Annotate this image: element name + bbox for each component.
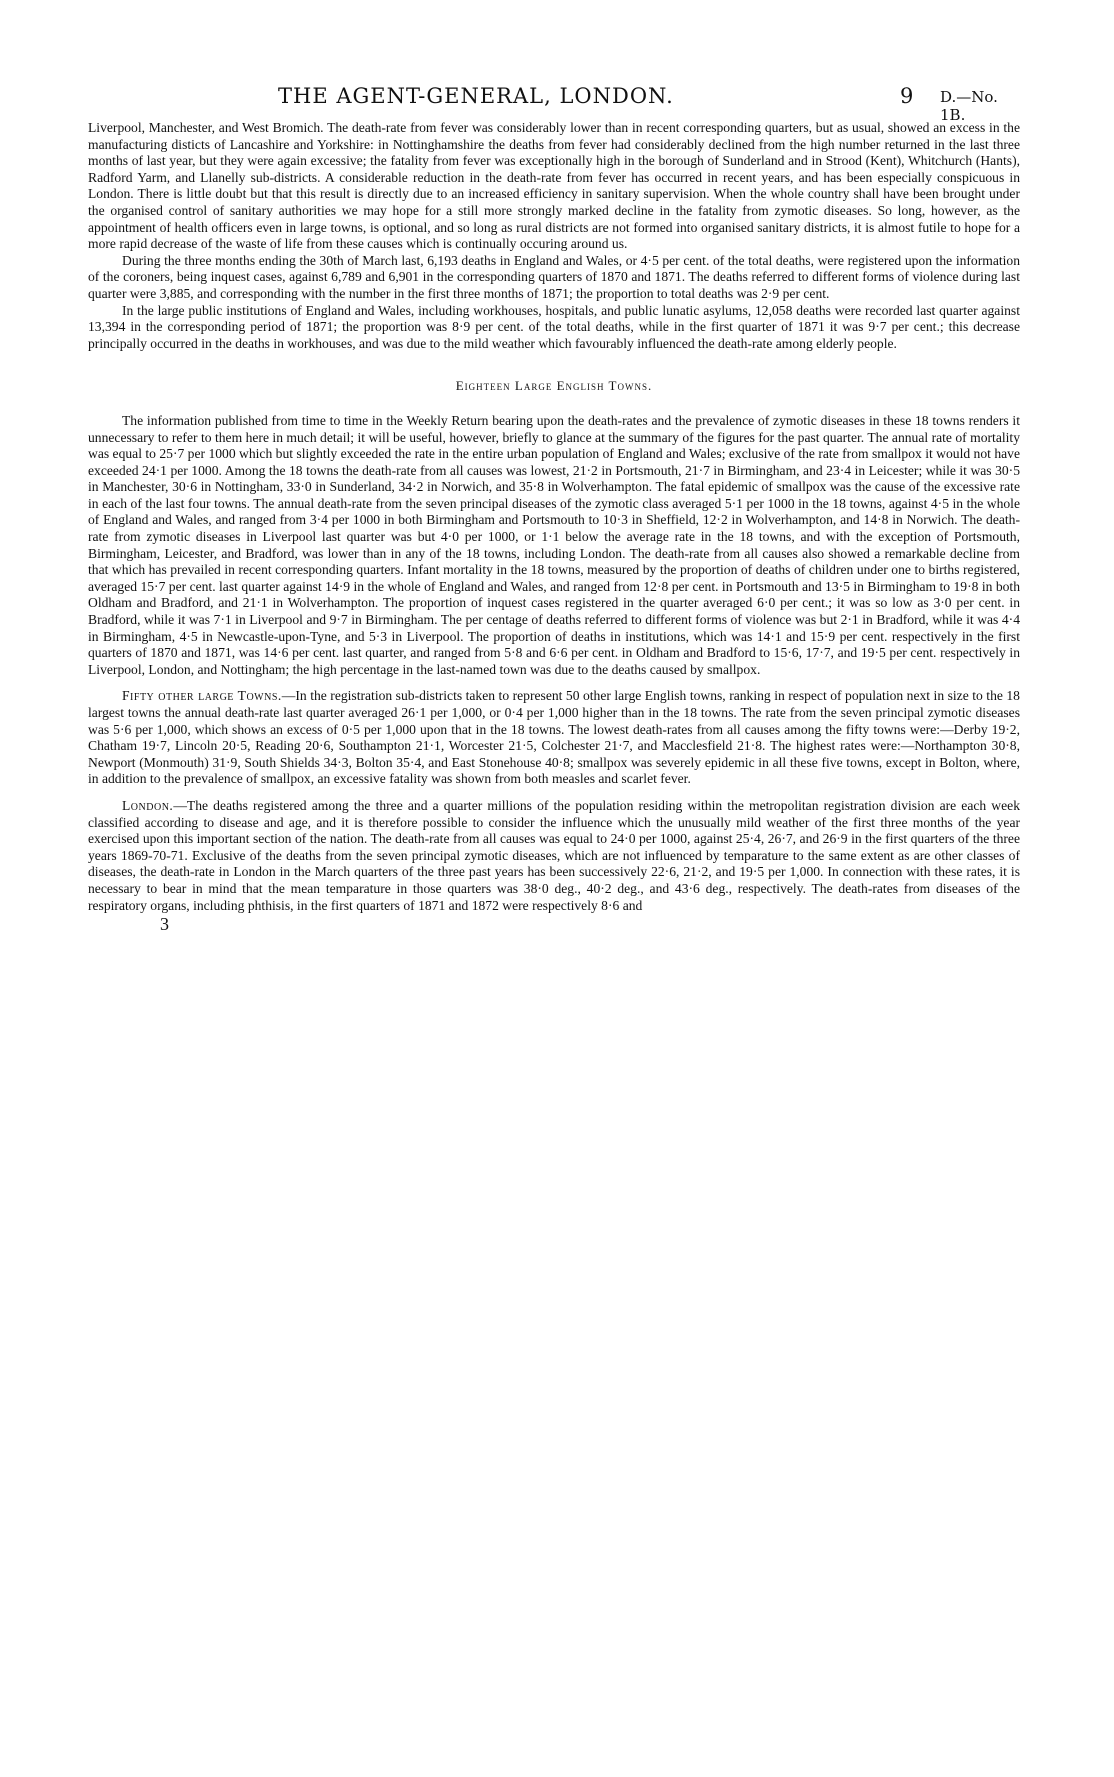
page-number: 9 <box>900 84 914 108</box>
paragraph-inquests: During the three months ending the 30th of March last, 6,193 deaths in England and Wales, or 4·5 per cent. of the total deaths, were registered upon the information of the coroners, being inquest cases, against 6,789 and 6,901 in the corresponding quarters of 1870 and 1871. The deaths referred to different forms of violence during last quarter were 3,885, and corresponding with the number in the first three months of 1871; the proportion to total deaths was 2·9 per cent. <box>88 252 1020 301</box>
paragraph-london <box>88 798 1020 914</box>
page-title: THE AGENT-GENERAL, LONDON. <box>278 84 674 108</box>
body-text <box>88 120 1020 933</box>
london-text: —The deaths registered among the three and a quarter millions of the population residing within the metropolitan registration division are each week classified according to disease and age, and it is therefore possible to consider the influence which the unusually mild weather of the first three months of the year exercised upon this important section of the nation. The death-rate from all causes was equal to 24·0 per 1000, against 25·4, 26·7, and 26·9 in the first quarters of the three years 1869-70-71. Exclusive of the deaths from the seven principal zymotic diseases, which are not influenced by temparature to the same extent as are other classes of diseases, the death-rate in London in the March quarters of the three past years has been successively 22·6, 21·2, and 19·5 per 1,000. In connection with these rates, it is necessary to bear in mind that the mean temparature in those quarters was 38·0 deg., 40·2 deg., and 43·6 deg., respectively. The death-rates from diseases of the respiratory organs, including phthisis, in the first quarters of 1871 and 1872 were respectively 8·6 and <box>88 797 1020 913</box>
paragraph-fifty-towns <box>88 688 1020 788</box>
fifty-towns-text: —In the registration sub-districts taken to represent 50 other large English towns, ranking in respect of population next in size to the 18 largest towns the annual death-rate last quarter averaged 26·1 per 1,000, or 0·4 per 1,000 higher than in the 18 towns. The rate from the seven principal zymotic diseases was 5·6 per 1,000, which shows an excess of 0·5 per 1,000 upon that in the 18 towns. The lowest death-rates from all causes among the fifty towns were:—Derby 19·2, Chatham 19·7, Lincoln 20·5, Reading 20·6, Southampton 21·1, Worcester 21·5, Colchester 21·7, and Macclesfield 21·8. The highest rates were:—Northampton 30·8, Newport (Monmouth) 31·9, South Shields 34·3, Bolton 35·4, and East Stonehouse 40·8; smallpox was severely epidemic in all these five towns, except in Bolton, where, in addition to the prevalence of smallpox, an excessive fatality was shown from both measles and scarlet fever. <box>88 688 1020 787</box>
paragraph-fever: Liverpool, Manchester, and West Bromich. The death-rate from fever was considerably lower than in recent corresponding quarters, but as usual, showed an excess in the manufacturing disticts of Lancashire and Yorkshire: in Nottinghamshire the deaths from fever had considerably declined from the high number returned in the last three months of last year, but they were again excessive; the fatality from fever was exceptionally high in the borough of Sunderland and in Strood (Kent), Whitchurch (Hants), Radford Yarm, and Llanelly sub-districts. A considerable reduction in the death-rate from fever has occurred in recent years, and has been especially conspicuous in London. There is little doubt but that this result is directly due to an increased efficiency in sanitary supervision. When the whole country shall have been brought under the organised control of sanitary authorities we may hope for a still more strongly marked decline in the fatality from zymotic diseases. So long, however, as the appointment of health officers even in large towns, is optional, and so long as rural districts are not formed into organised sanitary districts, it is almost futile to hope for a more rapid decrease of the waste of life from these causes which is continually occuring around us. <box>88 120 1020 252</box>
document-page <box>88 80 1020 933</box>
fifty-towns-lead: Fifty other large Towns. <box>122 688 282 704</box>
page-header <box>88 80 1020 124</box>
signature-mark: 3 <box>160 914 169 935</box>
paragraph-institutions: In the large public institutions of England and Wales, including workhouses, hospitals, and public lunatic asylums, 12,058 deaths were recorded last quarter against 13,394 in the corresponding period of 1871; the proportion was 8·9 per cent. of the total deaths, while in the first quarter of 1871 it was 9·7 per cent.; this decrease principally occurred in the deaths in workhouses, and was due to the mild weather which favourably influenced the death-rate among elderly people. <box>88 302 1020 351</box>
paragraph-eighteen-towns: The information published from time to time in the Weekly Return bearing upon the death-rates and the prevalence of zymotic diseases in these 18 towns renders it unnecessary to refer to them here in much detail; it will be useful, however, briefly to glance at the summary of the figures for the past quarter. The annual rate of mortality was equal to 25·7 per 1000 which but slightly exceeded the rate in the entire urban population of England and Wales; exclusive of the rate from smallpox it would not have exceeded 24·1 per 1000. Among the 18 towns the death-rate from all causes was lowest, 21·2 in Portsmouth, 21·7 in Birmingham, and 23·4 in Leicester; while it was 30·5 in Manchester, 30·6 in Nottingham, 33·0 in Sunderland, 34·2 in Norwich, and 35·8 in Wolverhampton. The fatal epidemic of smallpox was the cause of the excessive rate in each of the last four towns. The annual death-rate from the seven principal diseases of the zymotic class averaged 5·1 per 1000 in the 18 towns, against 4·5 in the whole of England and Wales, and ranged from 3·4 per 1000 in both Birmingham and Portsmouth to 10·3 in Sheffield, 12·2 in Wolverhampton, and 14·8 in Norwich. The death-rate from zymotic diseases in Liverpool last quarter was but 4·0 per 1000, or 1·1 below the average rate in the 18 towns, and with the exception of Portsmouth, Birmingham, Leicester, and Bradford, was lower than in any of the 18 towns, including London. The death-rate from all causes also showed a remarkable decline from that which has prevailed in recent corresponding quarters. Infant mortality in the 18 towns, measured by the proportion of deaths of children under one to births registered, averaged 15·7 per cent. last quarter against 14·9 in the whole of England and Wales, and ranged from 12·8 per cent. in Portsmouth and 13·5 in Birmingham to 19·8 in both Oldham and Bradford, and 21·1 in Wolverhampton. The proportion of inquest cases registered in the quarter averaged 6·0 per cent.; it was so low as 3·0 per cent. in Bradford, while it was 7·1 in Liverpool and 9·7 in Birmingham. The per centage of deaths referred to different forms of violence was but 2·1 in Bradford, while it was 4·4 in Birmingham, 4·5 in Newcastle-upon-Tyne, and 5·3 in Liverpool. The proportion of deaths in institutions, which was 14·1 and 15·9 per cent. respectively in the first quarters of 1870 and 1871, was 14·6 per cent. last quarter, and ranged from 5·8 and 6·6 per cent. in Oldham and Bradford to 15·6, 17·7, and 19·5 per cent. respectively in Liverpool, London, and Nottingham; the high percentage in the last-named town was due to the deaths caused by smallpox. <box>88 412 1020 677</box>
section-heading: Eighteen Large English Towns. <box>455 378 653 394</box>
document-reference: D.—No. 1B. <box>940 88 998 124</box>
london-lead: London. <box>122 797 174 813</box>
